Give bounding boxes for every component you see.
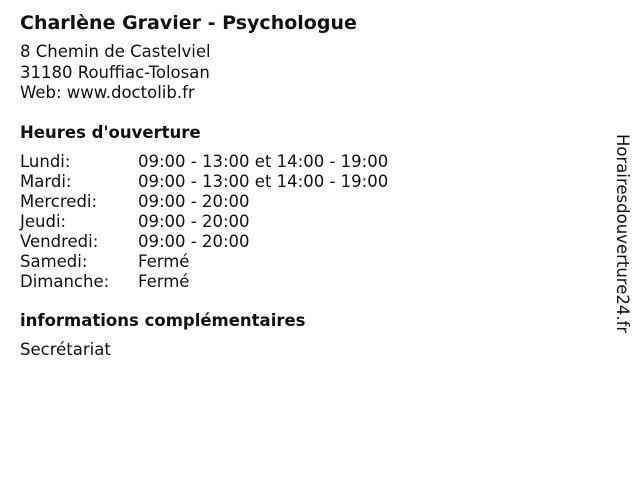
address-line-2: 31180 Rouffiac-Tolosan — [20, 62, 210, 82]
business-name: Charlène Gravier - Psychologue — [20, 12, 357, 34]
day-label: Dimanche: — [20, 271, 110, 291]
website-link[interactable]: Web: www.doctolib.fr — [20, 83, 195, 102]
address-block — [20, 42, 600, 104]
hours-row-tuesday — [20, 172, 600, 192]
hours-row-saturday — [20, 252, 600, 272]
day-label: Mardi: — [20, 171, 72, 191]
hours-row-monday — [20, 152, 600, 172]
day-label: Jeudi: — [20, 211, 67, 231]
hours-value: 09:00 - 20:00 — [138, 231, 250, 251]
site-watermark: Horairesdouverture24.fr — [613, 134, 632, 334]
hours-value: 09:00 - 13:00 et 14:00 - 19:00 — [138, 151, 389, 171]
opening-hours-list — [20, 152, 600, 292]
hours-row-friday — [20, 232, 600, 252]
day-label: Mercredi: — [20, 191, 98, 211]
day-label: Samedi: — [20, 251, 88, 271]
day-label: Lundi: — [20, 151, 71, 171]
address-line-1: 8 Chemin de Castelviel — [20, 42, 211, 61]
additional-info-heading: informations complémentaires — [20, 310, 306, 330]
hours-value: 09:00 - 20:00 — [138, 211, 250, 231]
hours-row-thursday — [20, 212, 600, 232]
additional-info-text: Secrétariat — [20, 339, 111, 359]
day-label: Vendredi: — [20, 231, 99, 251]
hours-value: 09:00 - 20:00 — [138, 191, 250, 211]
opening-hours-heading: Heures d'ouverture — [20, 122, 201, 142]
hours-value: Fermé — [138, 251, 190, 271]
hours-value: Fermé — [138, 271, 190, 291]
hours-value: 09:00 - 13:00 et 14:00 - 19:00 — [138, 171, 389, 191]
business-card — [20, 10, 600, 360]
hours-row-wednesday — [20, 192, 600, 212]
hours-row-sunday — [20, 272, 600, 292]
